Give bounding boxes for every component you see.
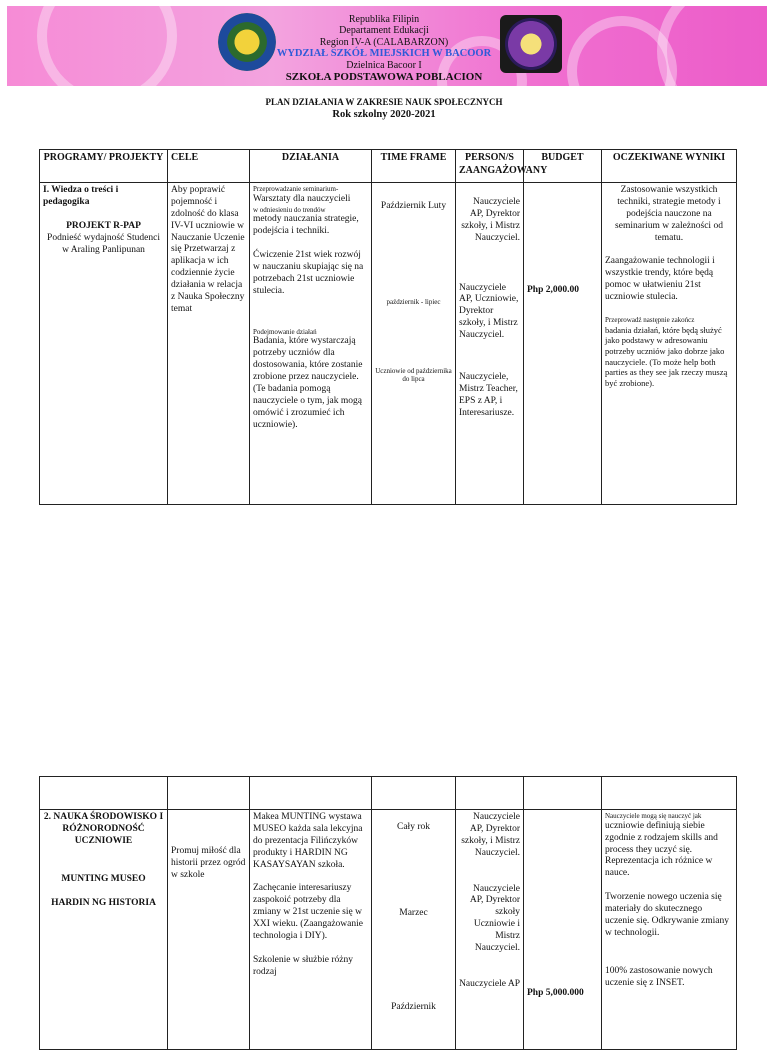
row1-time1: Październik Luty: [380, 201, 447, 211]
header-activities: DZIAŁANIA: [250, 150, 372, 183]
action-plan-table-1: [39, 149, 737, 505]
row2-act1: Makea MUNTING wystawa MUSEO każda sala lekcyjna do prezentacja Filińczyków produkty i HARDIN NG KASAYSAYAN szkoła.: [253, 812, 363, 870]
row1-budget: Php 2,000.00: [527, 285, 579, 295]
row1-act1c: metody nauczania strategie, podejścia i techniki.: [253, 214, 359, 237]
empty-cell: [524, 777, 602, 810]
row2-result3: 100% zastosowanie nowych uczenie się z INSET.: [605, 965, 713, 988]
row1-activities-cell: [250, 183, 372, 505]
row2-persons2: Nauczyciele AP, Dyrektor szkoły Uczniowie i Mistrz Nauczyciel.: [469, 883, 520, 953]
row1-act3-small: Podejmowanie działań: [253, 327, 317, 336]
action-plan-table-2: [39, 776, 737, 1050]
row1-result2: Zaangażowanie technologii i wszystkie trendy, które będą pomoc w ułatwieniu 21st uczniowie stulecia.: [605, 256, 715, 302]
row2-timeframe-cell: [372, 810, 456, 1050]
row1-program-title: I. Wiedza o treści i pedagogika: [43, 185, 119, 207]
empty-cell: [168, 777, 250, 810]
row2-budget: Php 5,000.000: [527, 988, 584, 998]
row1-persons2: Nauczyciele AP, Uczniowie, Dyrektor szkoły, i Mistrz Nauczyciel.: [459, 282, 519, 340]
row1-act1b-small: w odniesieniu do trendów: [253, 205, 326, 214]
row1-act3: Badania, które wystarczają potrzeby uczniów dla dostosowania, które zostanie zrobione przez nauczyciele. (Te badania pomogą nauczyciele o tym, jak mogą omówić i zrozumieć ich uczniowie).: [253, 336, 363, 430]
header-results: OCZEKIWANE WYNIKI: [602, 150, 737, 183]
row1-results-cell: [602, 183, 737, 505]
row1-time3: Uczniowie od października do lipca: [375, 366, 452, 384]
row1-time2: październik - lipiec: [386, 297, 441, 306]
row2-persons-cell: [456, 810, 524, 1050]
header-republic: Republika Filipin: [348, 14, 420, 25]
row2-goals-cell: [168, 810, 250, 1050]
empty-cell: [40, 777, 168, 810]
row1-goals-cell: [168, 183, 250, 505]
row1-program-desc: Podnieść wydajność Studenci w Araling Panlipunan: [47, 232, 160, 255]
header-district: Dzielnica Bacoor I: [346, 60, 422, 71]
header-programs: PROGRAMY/ PROJEKTY: [40, 150, 168, 183]
row2-result1: uczniowie definiują siebie zgodnie z rodzajem skills and process they uczyć się. Reprezentacja ich różnice w nauce.: [605, 820, 718, 879]
row2-persons1: Nauczyciele AP, Dyrektor szkoły, i Mistrz Nauczyciel.: [461, 812, 520, 858]
row2-goals: Promuj miłość dla historii przez ogród w szkole: [171, 846, 246, 880]
row1-result1: Zastosowanie wszystkich techniki, strategie metody i podejścia nauczone na seminarium w zależności od tematu.: [615, 185, 723, 243]
header-region: Region IV-A (CALABARZON): [319, 37, 449, 48]
row2-program-title: 2. NAUKA ŚRODOWISKO I RÓŻNORODNOŚĆ UCZNIOWIE: [43, 812, 164, 846]
school-year: Rok szkolny 2020-2021: [332, 109, 436, 120]
row2-program-cell: [40, 810, 168, 1050]
row2-result2: Tworzenie nowego uczenia się materiały do skutecznego uczenie się. Odkrywanie zmiany w technologii.: [605, 892, 729, 938]
row2-time2: Marzec: [399, 907, 428, 918]
row1-result3-small: Przeprowadź następnie zakończ: [605, 315, 695, 324]
row1-timeframe-cell: [372, 183, 456, 505]
row1-project: PROJEKT R-PAP: [66, 220, 141, 231]
row2-act3: Szkolenie w służbie różny rodzaj: [253, 954, 353, 977]
document-title: PLAN DZIAŁANIA W ZAKRESIE NAUK SPOŁECZNYCH: [265, 97, 503, 107]
empty-cell: [456, 777, 524, 810]
row2-project1: MUNTING MUSEO: [61, 873, 146, 884]
row1-act1: Warsztaty dla nauczycieli: [253, 193, 351, 204]
row1-result3: badania działań, które będą służyć jako podstawy w adresowaniu potrzeby uczniów jako dobrze jako nauczyciele. (To może help both parties as they see jak rzeczy muszą być zrobione).: [605, 324, 728, 388]
row1-budget-cell: [524, 183, 602, 505]
header-budget: BUDGET: [524, 150, 602, 183]
row2-project2: HARDIN NG HISTORIA: [51, 897, 156, 908]
empty-cell: [250, 777, 372, 810]
row2-result1-small: Nauczyciele mogą się nauczyć jak: [605, 812, 702, 820]
row1-persons-cell: [456, 183, 524, 505]
row1-program-cell: [40, 183, 168, 505]
row1-goals: Aby poprawić pojemność i zdolność do klasa IV-VI uczniowie w Nauczanie Uczenie się Przetwarzaj z aplikacja w ich codziennie życie działania w relacja z Nauka Społeczny temat: [171, 185, 245, 314]
row2-time3: Październik: [391, 1001, 436, 1012]
row1-persons3: Nauczyciele, Mistrz Teacher, EPS z AP, i Interesariusze.: [459, 371, 518, 418]
header-division: WYDZIAŁ SZKÓŁ MIEJSKICH W BACOOR: [276, 48, 492, 59]
row1-persons1: Nauczyciele AP, Dyrektor szkoły, i Mistrz Nauczyciel.: [461, 197, 520, 243]
header-school: SZKOŁA PODSTAWOWA POBLACION: [285, 71, 483, 83]
empty-cell: [602, 777, 737, 810]
row2-time1: Cały rok: [397, 822, 430, 832]
header-timeframe: TIME FRAME: [372, 150, 456, 183]
empty-cell: [372, 777, 456, 810]
row1-act1-small: Przeprowadzanie seminarium-: [253, 185, 339, 193]
row2-budget-cell: [524, 810, 602, 1050]
row2-persons3: Nauczyciele AP: [459, 978, 520, 989]
row2-act2: Zachęcanie interesariuszy zaspokoić potrzeby dla zmiany w 21st uczenie się w XXI wieku. (Zaangażowanie technologia i DIY).: [253, 883, 363, 941]
header-goals: CELE: [168, 150, 250, 183]
row2-results-cell: [602, 810, 737, 1050]
row1-act2: Ćwiczenie 21st wiek rozwój w nauczaniu skupiając się na potrzebach 21st uczniowie stulecia.: [253, 250, 364, 296]
header-persons: PERSON/S ZAANGAŻOWANY: [456, 150, 524, 183]
header-department: Departament Edukacji: [339, 25, 429, 36]
row2-activities-cell: [250, 810, 372, 1050]
